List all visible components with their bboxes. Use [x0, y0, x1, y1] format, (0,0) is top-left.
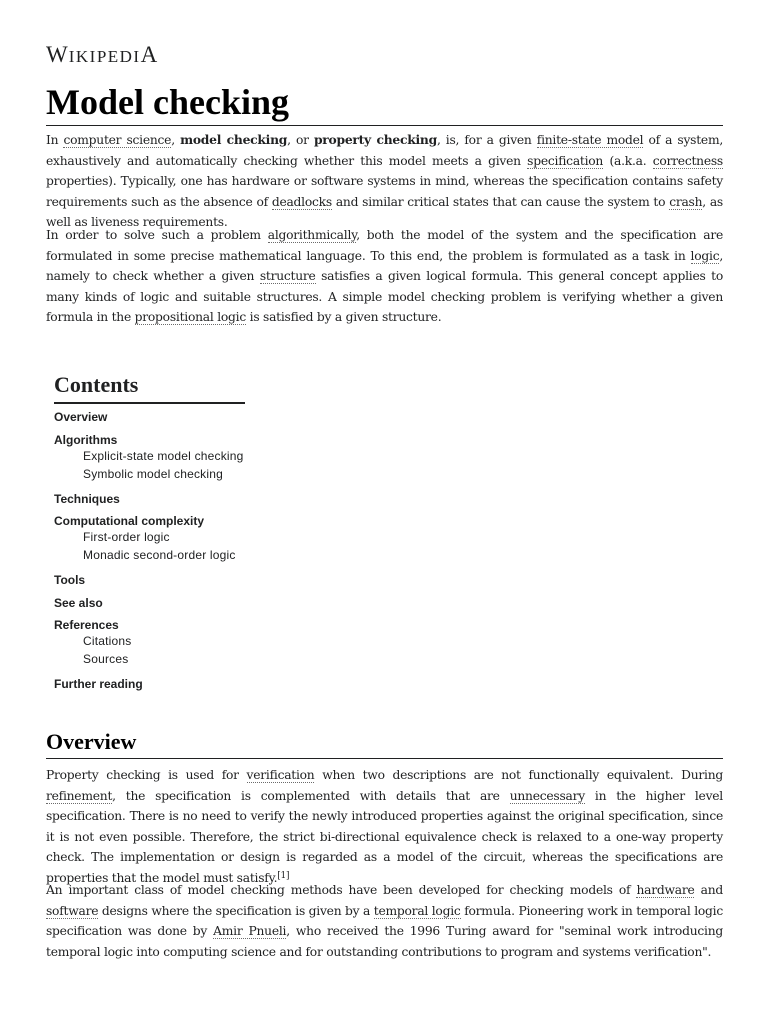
- text-run: In order to solve such a problem: [46, 228, 268, 242]
- wiki-link[interactable]: finite-state model: [536, 133, 644, 147]
- wiki-link[interactable]: algorithmically: [267, 228, 357, 242]
- toc-item[interactable]: Further reading: [54, 677, 143, 691]
- toc-item[interactable]: Computational complexity: [54, 514, 205, 528]
- page-title: Model checking: [46, 82, 289, 122]
- toc-subitem[interactable]: Explicit-state model checking: [83, 449, 244, 463]
- text-run: and similar critical states that can cause the system to: [331, 194, 670, 209]
- toc-subitem[interactable]: Sources: [83, 652, 129, 666]
- toc-item[interactable]: Tools: [54, 573, 86, 587]
- text-run: , as well as liveness requirements.: [46, 194, 723, 229]
- wiki-link[interactable]: refinement: [46, 788, 113, 803]
- wordmark-final: A: [140, 42, 159, 67]
- wiki-link[interactable]: hardware: [636, 883, 695, 897]
- wiki-link[interactable]: Amir Pnueli: [213, 924, 287, 938]
- wiki-link[interactable]: temporal logic: [373, 903, 461, 918]
- intro-paragraph-2: [46, 225, 723, 328]
- section-heading-overview: Overview: [46, 729, 137, 754]
- wordmark-middle: IKIPEDI: [68, 47, 141, 66]
- text-run: , who received the 1996 Turing award for "seminal work introducing temporal logic into computing science and for outstanding contributions to program and systems verification".: [46, 924, 723, 959]
- text-run: ,: [171, 133, 181, 147]
- text-run: properties). Typically, one has hardware or software systems in mind, whereas the specification contains safety requirements such as the absence of: [46, 174, 723, 209]
- text-run: formula. Pioneering work in temporal logic specification was done by: [46, 903, 723, 938]
- toc-subitem[interactable]: Citations: [83, 634, 132, 648]
- text-run: An important class of model checking methods have been developed for checking models of: [46, 883, 637, 897]
- wikipedia-wordmark[interactable]: [46, 42, 158, 68]
- text-run: when two descriptions are not functionally equivalent. During: [314, 768, 723, 782]
- wiki-link[interactable]: unnecessary: [509, 788, 585, 803]
- text-run: In: [46, 133, 64, 147]
- toc-item[interactable]: Techniques: [54, 492, 120, 506]
- wiki-link[interactable]: deadlocks: [271, 194, 332, 209]
- wiki-link[interactable]: propositional logic: [134, 310, 246, 324]
- toc-subitem[interactable]: Monadic second-order logic: [83, 548, 236, 562]
- toc-item[interactable]: See also: [54, 596, 103, 610]
- overview-paragraph-2: [46, 880, 723, 962]
- overview-paragraph-1: [46, 765, 723, 888]
- text-run: in the higher level specification. There is no need to verify the newly introduced properties against the original specification, since it is not even possible. Therefore, the strict bi-directional equivalence check is relaxed to a one-way property check. The implementation or design is regarded as a model of the circuit, whereas the specifications are properties that the model must satisfy.: [46, 788, 723, 885]
- text-run: , the specification is complemented with details that are: [112, 788, 510, 803]
- text-run: , or: [287, 133, 314, 147]
- toc-subitem[interactable]: Symbolic model checking: [83, 467, 223, 481]
- text-run: is satisfied by a given structure.: [245, 310, 442, 324]
- wiki-link[interactable]: specification: [527, 153, 604, 168]
- wordmark-initial: W: [46, 42, 69, 67]
- toc-item[interactable]: Algorithms: [54, 433, 118, 447]
- text-run: , namely to check whether a given: [46, 248, 723, 283]
- toc-item[interactable]: References: [54, 618, 119, 632]
- wiki-link[interactable]: verification: [246, 768, 315, 782]
- bold-term: model checking: [180, 132, 288, 147]
- wiki-link[interactable]: correctness: [652, 153, 723, 168]
- text-run: of a system, exhaustively and automatically checking whether this model meets a given: [46, 133, 724, 168]
- bold-term: property checking: [313, 132, 437, 147]
- wiki-link[interactable]: logic: [690, 248, 720, 263]
- citation-ref[interactable]: [1]: [277, 870, 290, 881]
- wiki-link[interactable]: computer science: [63, 133, 172, 147]
- text-run: , both the model of the system and the specification are formulated in some precise mathematical language. To this end, the problem is formulated as a task in: [46, 228, 723, 263]
- text-run: (a.k.a.: [603, 153, 653, 168]
- text-run: designs where the specification is given by a: [98, 903, 374, 918]
- toc-title: Contents: [54, 370, 245, 404]
- toc-item[interactable]: Overview: [54, 410, 108, 424]
- section-rule: [46, 758, 723, 759]
- toc-subitem[interactable]: First-order logic: [83, 530, 170, 544]
- wiki-link[interactable]: crash: [669, 194, 703, 209]
- text-run: satisfies a given logical formula. This general concept applies to many kinds of logic and suitable structures. A simple model checking problem is verifying whether a given formula in the: [46, 269, 724, 324]
- text-run: Property checking is used for: [46, 768, 247, 782]
- wiki-link[interactable]: software: [46, 903, 99, 918]
- title-rule: [46, 125, 723, 126]
- table-of-contents: [54, 370, 245, 691]
- text-run: and: [694, 883, 723, 897]
- wiki-link[interactable]: structure: [259, 269, 316, 283]
- intro-paragraph-1: [46, 130, 723, 233]
- text-run: , is, for a given: [436, 133, 537, 147]
